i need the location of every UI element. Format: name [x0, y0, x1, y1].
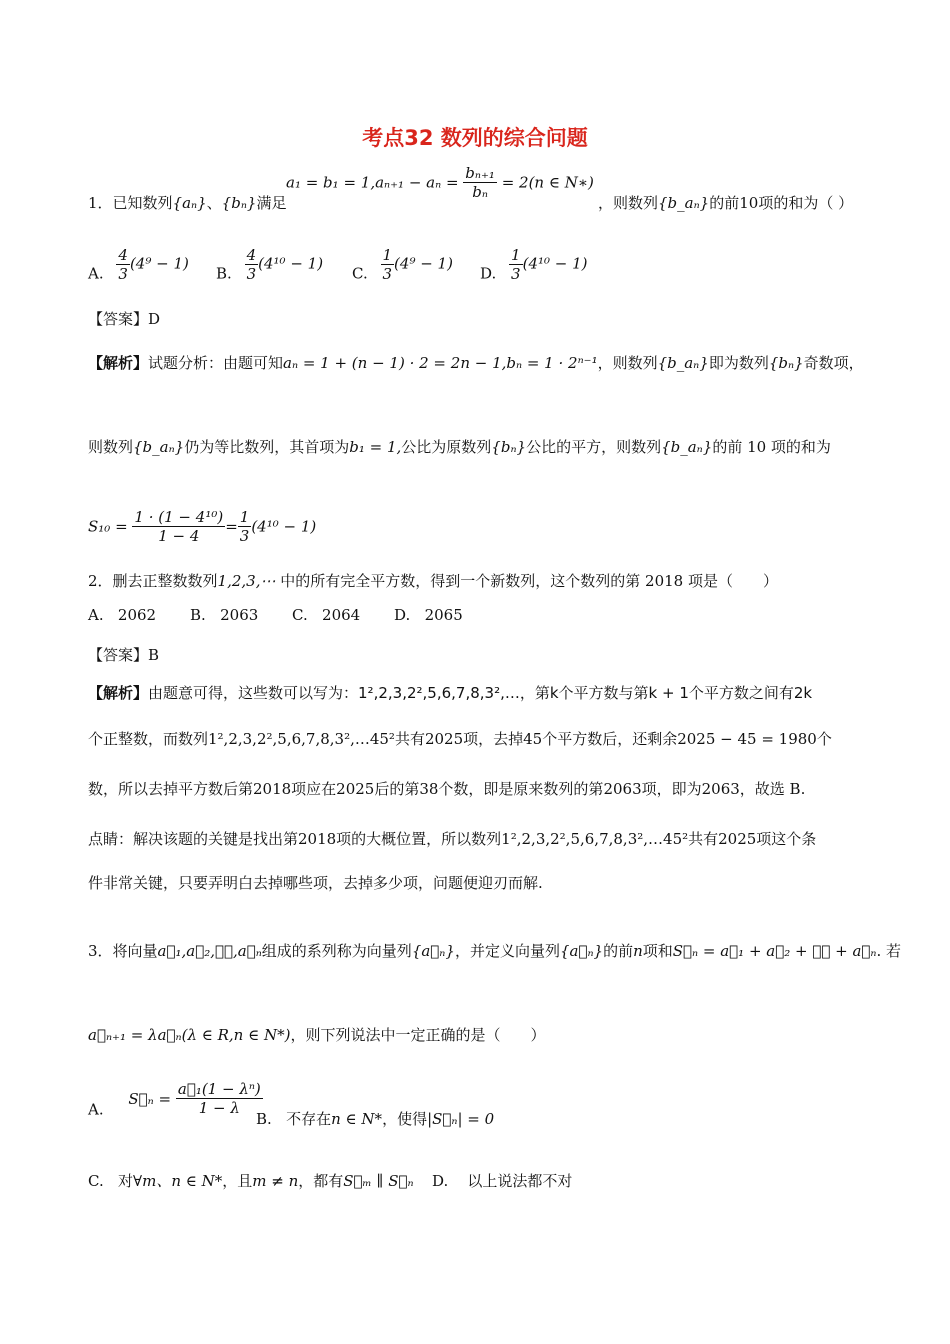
option-text: 对 — [118, 1172, 134, 1190]
analysis-text: 试题分析：由题可知 — [148, 354, 284, 372]
option-math: n ∈ N* — [331, 1110, 383, 1128]
coef-num: 4 — [246, 246, 257, 264]
option-value: 2063 — [220, 606, 259, 624]
sum-left: S₁₀ = — [88, 517, 128, 536]
option-coef — [116, 246, 130, 283]
option-fraction — [176, 1080, 263, 1117]
q2-stem-math: 1,2,3,⋯ — [217, 572, 276, 590]
sum-den: 1 − 4 — [158, 527, 200, 545]
q3-option-b[interactable] — [256, 1108, 494, 1129]
analysis-text: 公比的平方，则数列 — [526, 438, 662, 456]
q2-analysis-line-2: 个正整数，而数列1²,2,3,2²,5,6,7,8,3²,…45²共有2025项，去掉45个平方数后，还剩余2025 − 45 = 1980个 — [88, 730, 832, 748]
option-coef — [381, 246, 395, 283]
option-letter: A. — [88, 1100, 104, 1119]
option-coef — [509, 246, 523, 283]
q2-tip-line-1: 点睛：解决该题的关键是找出第2018项的大概位置，所以数列1²,2,3,2²,5,6,7,8,3²,…45²共有2025项这个条 — [88, 830, 817, 848]
q2-answer: 【答案】B — [88, 646, 160, 664]
q3-math: a⃗₁,a⃗₂,⋯⋯,a⃗ₙ — [157, 942, 262, 960]
q1-stem-tail — [598, 192, 853, 213]
option-letter: A. — [88, 606, 104, 624]
q3-text: 3．将向量 — [88, 942, 158, 960]
q2-stem-text: 2．删去正整数数列 — [88, 572, 218, 590]
q3-text: 组成的系列称为向量列 — [261, 942, 412, 960]
analysis-math: {b_aₙ} — [657, 354, 709, 372]
q3-text: ，则下列说法中一定正确的是（ ） — [290, 1026, 546, 1044]
option-letter: C. — [88, 1172, 104, 1190]
q2-stem-text: 中的所有完全平方数，得到一个新数列，这个数列的第 2018 项是（ ） — [275, 572, 778, 590]
q3-option-a[interactable] — [88, 1080, 263, 1119]
q2-analysis-line-3: 数，所以去掉平方数后第2018项应在2025后的第38个数，即是原来数列的第2063项，即为2063，故选 B. — [88, 780, 806, 798]
coef-num: 1 — [382, 246, 393, 264]
q1-analysis-line-1 — [88, 352, 868, 374]
analysis-text: 奇数项， — [803, 354, 864, 372]
option-value: 2065 — [424, 606, 463, 624]
q3-stem-line-2 — [88, 1024, 868, 1046]
q1-stem-suffix: 的前10项的和为（ ） — [709, 194, 854, 212]
q2-option-c[interactable] — [292, 606, 360, 624]
analysis-math: aₙ = 1 + (n − 1) · 2 = 2n − 1,bₙ = 1 · 2ⁿ⁻¹ — [283, 354, 598, 372]
q2-stem — [88, 570, 868, 592]
coef-den: 3 — [246, 265, 257, 283]
option-math: S⃗ₙ = — [128, 1089, 172, 1108]
sum-fraction — [132, 508, 225, 545]
q1-condition-left: a₁ = b₁ = 1,aₙ₊₁ − aₙ = — [286, 173, 459, 192]
sum-eq: = — [225, 517, 238, 536]
option-letter: D. — [394, 606, 411, 624]
q1-seq-b: {bₙ} — [221, 194, 257, 212]
q1-option-a[interactable] — [88, 246, 189, 283]
q1-option-c[interactable] — [352, 246, 453, 283]
q3-math: {a⃗ₙ} — [559, 942, 604, 960]
q2-analysis-line-1 — [88, 682, 868, 704]
option-letter: B. — [256, 1110, 272, 1128]
q3-text: ，并定义向量列 — [454, 942, 560, 960]
option-text: ，都有 — [298, 1172, 344, 1190]
q1-condition — [286, 164, 594, 201]
q1-option-b[interactable] — [216, 246, 323, 283]
q3-math: n — [633, 942, 643, 960]
q1-condition-fraction — [463, 164, 497, 201]
q1-stem-prefix: 1．已知数列 — [88, 194, 173, 212]
coef-num: 4 — [118, 246, 128, 264]
option-letter: C. — [352, 264, 368, 283]
option-expr: (4¹⁰ − 1) — [258, 254, 324, 273]
option-expr: (4⁹ − 1) — [394, 254, 453, 273]
q3-math: a⃗ₙ₊₁ = λa⃗ₙ(λ ∈ R,n ∈ N*) — [88, 1026, 291, 1044]
coef-den: 3 — [118, 265, 128, 283]
q3-stem — [88, 940, 902, 962]
q3-math: {a⃗ₙ} — [411, 942, 455, 960]
analysis-label: 【解析】 — [88, 684, 149, 702]
analysis-math: {bₙ} — [491, 438, 527, 456]
q1-option-d[interactable] — [480, 246, 588, 283]
option-math: |S⃗ₙ| = 0 — [427, 1110, 495, 1128]
coef-den: 3 — [382, 265, 393, 283]
option-text: 不存在 — [286, 1110, 332, 1128]
q1-answer: 【答案】D — [88, 310, 161, 328]
q3-option-c[interactable] — [88, 1170, 414, 1191]
option-value: 2064 — [322, 606, 361, 624]
q2-option-a[interactable] — [88, 606, 156, 624]
sum-coef — [238, 508, 252, 545]
option-letter: D. — [432, 1172, 449, 1190]
q3-math: S⃗ₙ = a⃗₁ + a⃗₂ + ⋯⋯ + a⃗ₙ — [672, 942, 877, 960]
sum-coef-den: 3 — [239, 527, 250, 545]
q3-text: 的前 — [603, 942, 634, 960]
page-title: 考点32 数列的综合问题 — [362, 126, 588, 150]
analysis-label: 【解析】 — [88, 354, 149, 372]
analysis-text: ，则数列 — [597, 354, 658, 372]
option-expr: (4¹⁰ − 1) — [522, 254, 588, 273]
option-expr: (4⁹ − 1) — [129, 254, 189, 273]
analysis-text: 公比为原数列 — [401, 438, 492, 456]
q1-stem-mid: ，则数列 — [598, 194, 659, 212]
q1-seq-ba: {b_aₙ} — [658, 194, 710, 212]
option-text: ，使得 — [382, 1110, 428, 1128]
q1-satisfies: 满足 — [256, 194, 287, 212]
option-math: m ≠ n — [252, 1172, 299, 1190]
option-math: ∀m、n ∈ N* — [133, 1172, 223, 1190]
option-letter: B. — [190, 606, 206, 624]
q1-frac-den: bₙ — [472, 183, 488, 201]
frac-num: a⃗₁(1 − λⁿ) — [177, 1080, 261, 1098]
q1-analysis-line-2 — [88, 436, 868, 458]
q1-frac-num: bₙ₊₁ — [465, 164, 495, 182]
analysis-text: 由题意可得，这些数可以写为：1²,2,3,2²,5,6,7,8,3²,…，第k个平方数与第k + 1个平方数之间有2k — [148, 684, 813, 702]
analysis-text: 仍为等比数列，其首项为 — [184, 438, 350, 456]
q1-sum-formula — [88, 508, 316, 545]
analysis-math: {b_aₙ} — [661, 438, 713, 456]
q2-option-b[interactable] — [190, 606, 258, 624]
analysis-math: b₁ = 1, — [349, 438, 402, 456]
option-text: ，且 — [222, 1172, 253, 1190]
q2-option-d[interactable] — [394, 606, 463, 624]
option-coef — [245, 246, 259, 283]
sum-coef-num: 1 — [239, 508, 250, 526]
q2-tip-line-2: 件非常关键，只要弄明白去掉哪些项，去掉多少项，问题便迎刃而解. — [88, 874, 543, 892]
sum-expr: (4¹⁰ − 1) — [251, 517, 317, 536]
coef-num: 1 — [511, 246, 521, 264]
analysis-text: 的前 10 项的和为 — [712, 438, 831, 456]
analysis-math: {b_aₙ} — [133, 438, 185, 456]
analysis-text: 则数列 — [88, 438, 134, 456]
q1-sep: 、 — [206, 194, 222, 212]
q1-seq-a: {aₙ} — [172, 194, 207, 212]
analysis-math: {bₙ} — [768, 354, 804, 372]
option-math: S⃗ₘ ∥ S⃗ₙ — [343, 1172, 414, 1190]
option-letter: A. — [88, 264, 104, 283]
analysis-text: 即为数列 — [708, 354, 769, 372]
option-value: 2062 — [117, 606, 157, 624]
coef-den: 3 — [511, 265, 521, 283]
option-letter: C. — [292, 606, 308, 624]
frac-den: 1 − λ — [198, 1099, 240, 1117]
q3-option-d[interactable] — [432, 1170, 572, 1191]
q3-text: . 若 — [876, 942, 902, 960]
sum-num: 1 · (1 − 4¹⁰) — [134, 508, 224, 526]
q3-text: 项和 — [642, 942, 673, 960]
option-letter: D. — [480, 264, 497, 283]
q1-condition-right: = 2(n ∈ N∗) — [501, 173, 594, 192]
option-letter: B. — [216, 264, 232, 283]
option-text: 以上说法都不对 — [467, 1172, 573, 1190]
